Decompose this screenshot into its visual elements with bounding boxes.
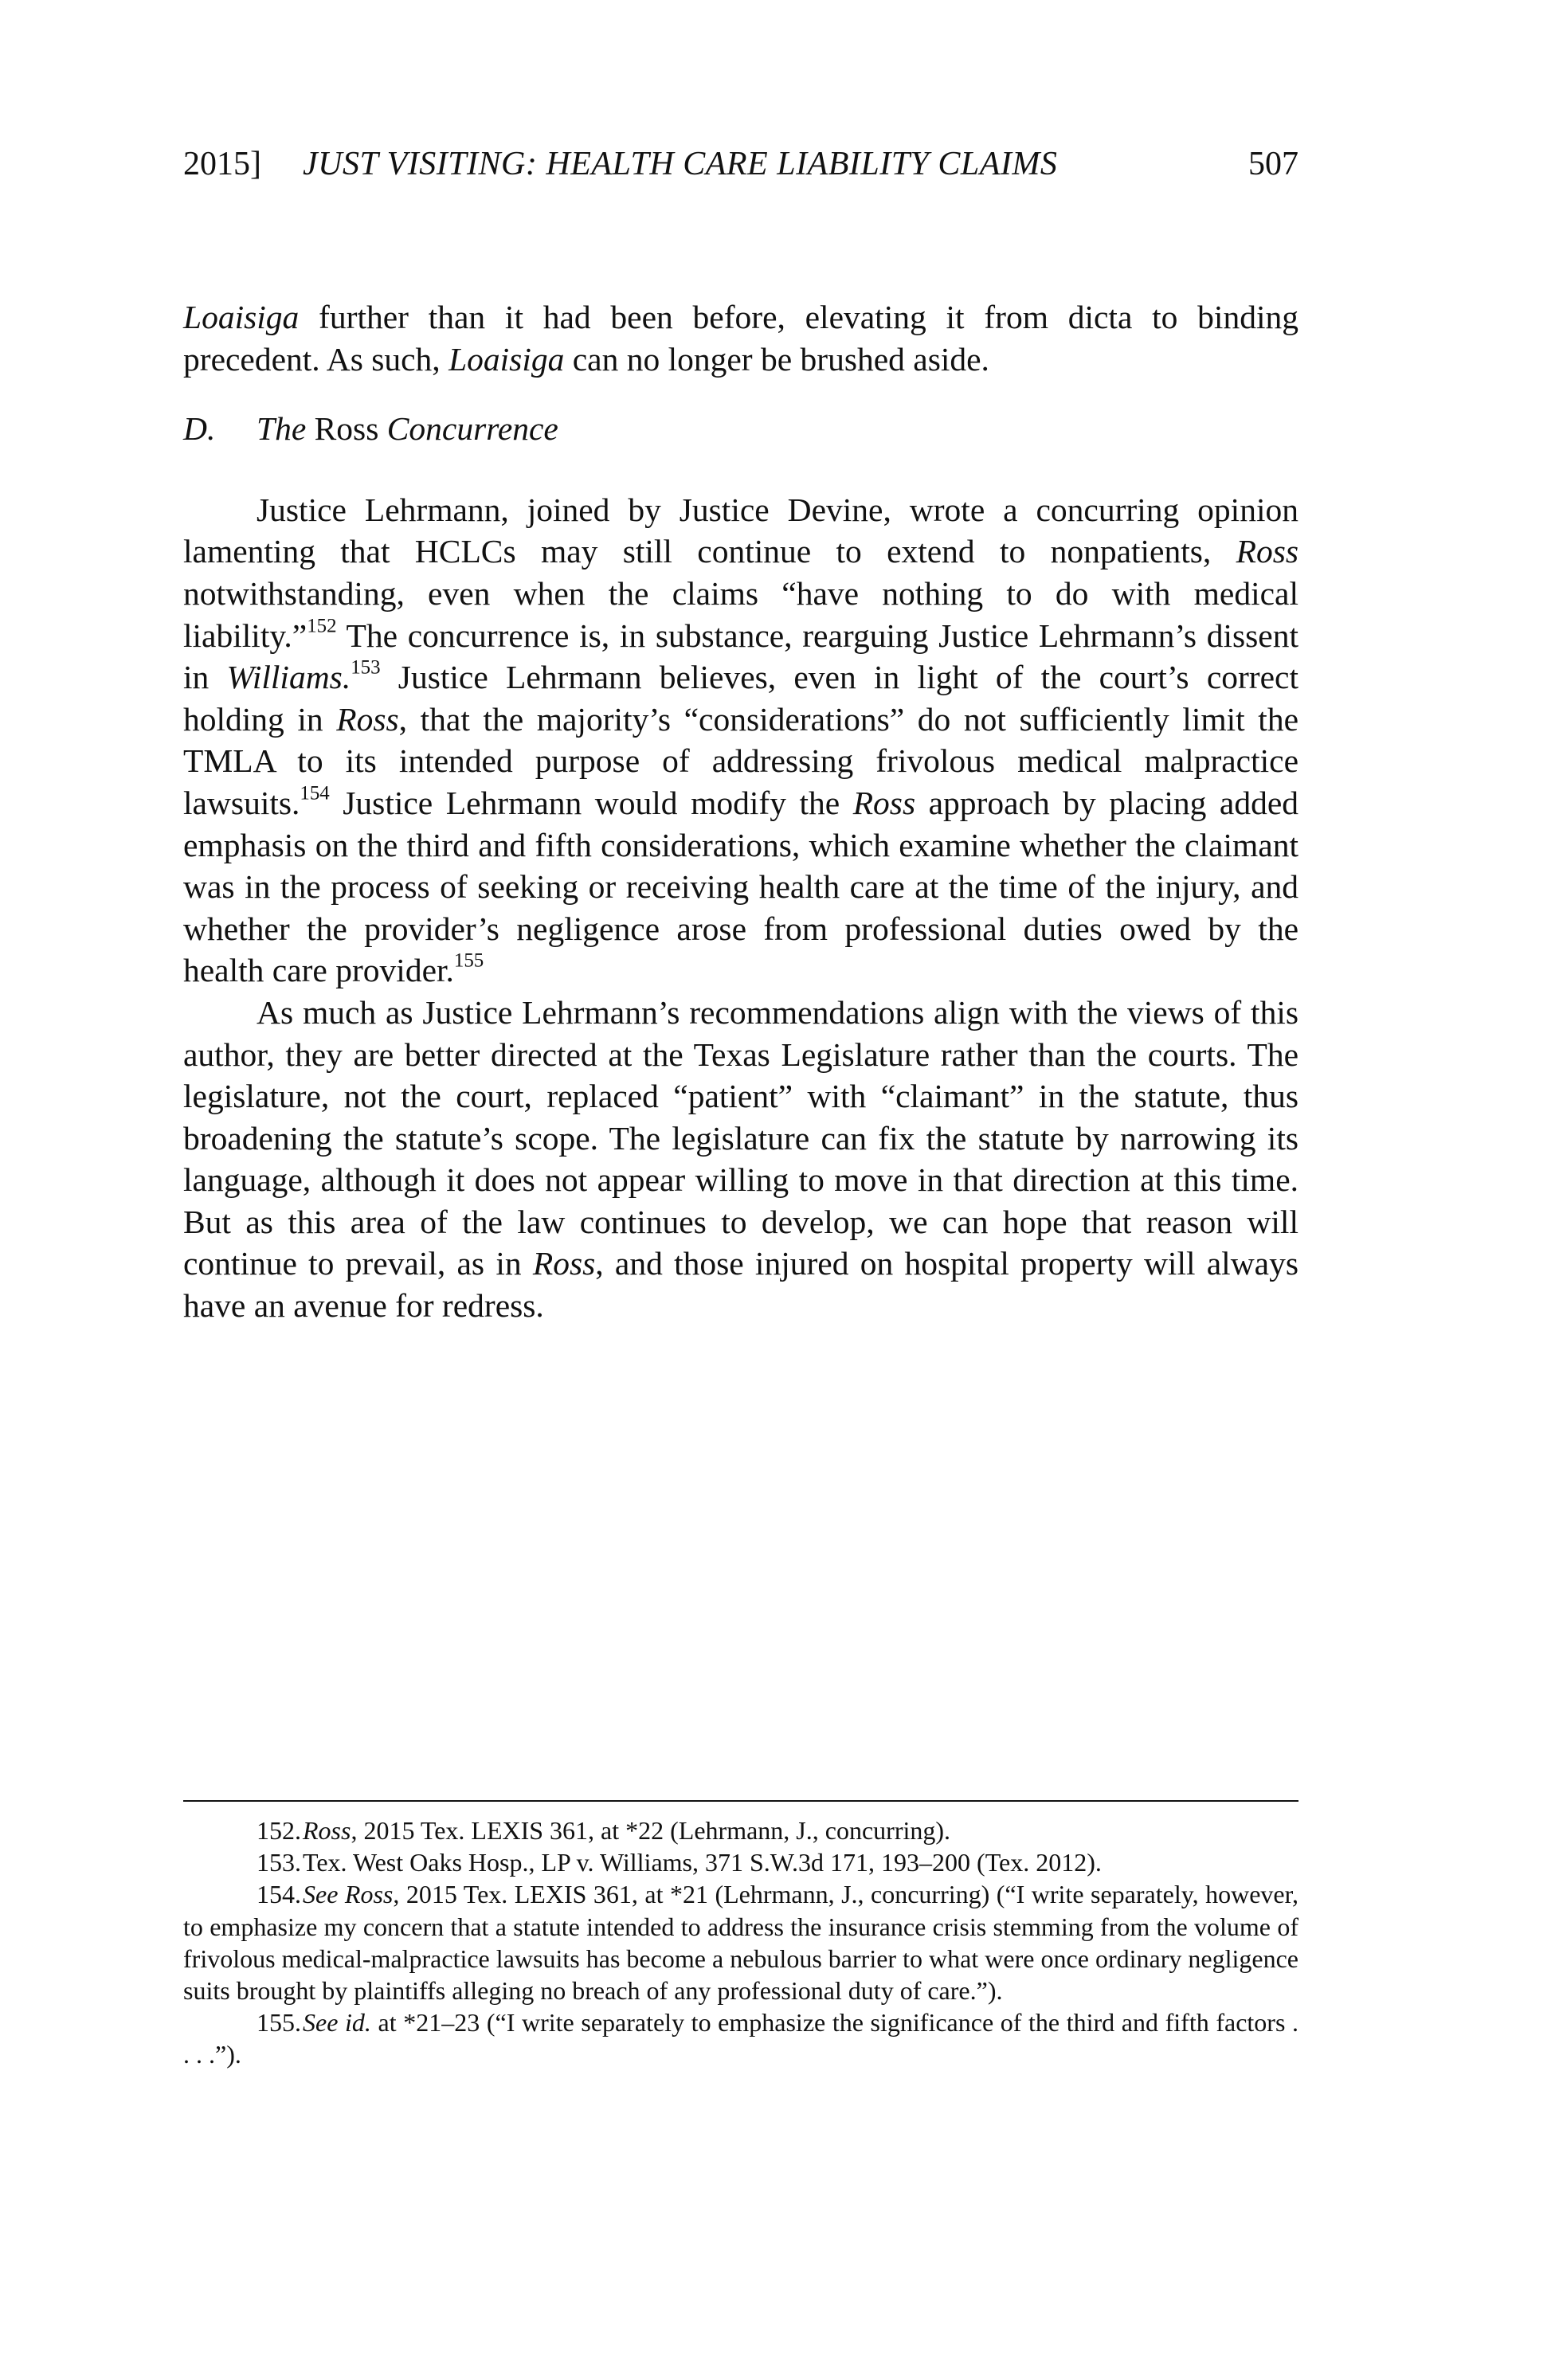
signal-citation: See Ross (303, 1880, 394, 1909)
paragraph-1 (183, 296, 1298, 380)
paragraph-text: notwithstanding, even when the claims “have nothing to do with medical liability.” (183, 574, 1298, 654)
paragraph-text: As much as Justice Lehrmann’s recommendations align with the views of this author, they are better directed at the Texas Legislature rather than the courts. The legislature, not the court, replaced “patient” with “claimant” in the statute, thus broadening the statute’s scope. The legislature can fix the statute by narrowing its language, although it does not appear willing to move in that direction at this time. But as this area of the law continues to develop, we can hope that reason will continue to prevail, as in (183, 993, 1298, 1282)
footnote-ref-152[interactable]: 152 (307, 614, 337, 636)
footnote-number: 154. (257, 1880, 301, 1909)
body-text (183, 296, 1298, 1327)
footnote-154 (183, 1878, 1298, 2006)
paragraph-2 (183, 489, 1298, 992)
footnote-text: Tex. West Oaks Hosp., LP v. Williams, 371 S.W.3d 171, 193–200 (Tex. 2012). (303, 1848, 1102, 1877)
section-letter: D. (183, 410, 216, 448)
footnote-text: at *21–23 (“I write separately to emphasize the significance of the third and fifth factors . . . .”). (183, 2008, 1299, 2069)
footnote-152 (183, 1814, 1298, 1846)
footnote-number: 155. (257, 2008, 301, 2037)
footnote-text: , 2015 Tex. LEXIS 361, at *22 (Lehrmann, J., concurring). (351, 1816, 951, 1845)
paragraph-text: Justice Lehrmann would modify the (329, 784, 853, 821)
paragraph-text: , and those injured on hospital property will always have an avenue for redress. (183, 1245, 1299, 1325)
header-title: JUST VISITING: HEALTH CARE LIABILITY CLAIMS (303, 146, 1058, 182)
case-name: Ross (1236, 533, 1298, 570)
heading-text: The (257, 410, 315, 448)
footnotes (183, 1814, 1298, 2071)
paragraph-text: further than it had been before, elevating it from dicta to binding precedent. As such, (183, 299, 1298, 378)
header-year: 2015] (183, 146, 261, 182)
paragraph-text: Justice Lehrmann believes, even in light of the court’s correct holding in (183, 659, 1299, 738)
footnote-divider (183, 1800, 1298, 1802)
footnote-number: 152. (257, 1816, 301, 1845)
footnote-ref-153[interactable]: 153 (351, 656, 381, 679)
case-name: Ross (852, 784, 916, 821)
paragraph-text: The concurrence is, in substance, rearguing Justice Lehrmann’s dissent in (183, 617, 1298, 696)
paragraph-text: , that the majority’s “considerations” do not sufficiently limit the TMLA to its intended purpose of addressing frivolous medical malpractice lawsuits. (183, 700, 1298, 821)
case-name: Loaisiga (448, 340, 565, 378)
case-name: Williams. (226, 659, 351, 696)
case-name: Loaisiga (183, 299, 300, 335)
footnote-number: 153. (257, 1848, 301, 1877)
footnote-ref-154[interactable]: 154 (300, 782, 330, 804)
heading-case-name: Ross (314, 410, 379, 448)
paragraph-text: approach by placing added emphasis on the third and fifth considerations, which examine whether the claimant was in the process of seeking or receiving health care at the time of the injury, and whether the provider’s negligence arose from professional duties owed by the health care provider. (183, 784, 1298, 989)
case-name: Ross (532, 1245, 596, 1282)
footnote-ref-155[interactable]: 155 (453, 949, 484, 972)
footnote-text: , 2015 Tex. LEXIS 361, at *21 (Lehrmann, J., concurring) (“I write separately, however, to emphasize my concern that a statute intended to address the insurance crisis stemming from the volume of frivolous medical-malpractice lawsuits has become a nebulous barrier to what were once ordinary negligence suits brought by plaintiffs alleging no breach of any professional duty of care.”). (183, 1880, 1299, 2006)
case-name: Ross (303, 1816, 351, 1845)
heading-text: Concurrence (378, 410, 558, 448)
signal-citation: See id. (303, 2008, 371, 2037)
running-head (183, 140, 1298, 188)
footnote-155 (183, 2006, 1298, 2070)
case-name: Ross (336, 700, 399, 738)
paragraph-text: can no longer be brushed aside. (564, 340, 989, 378)
page-number: 507 (1248, 146, 1298, 182)
page (183, 0, 1298, 2380)
paragraph-text: Justice Lehrmann, joined by Justice Devine, wrote a concurring opinion lamenting that HCLCs may still continue to extend to nonpatients, (183, 491, 1298, 570)
paragraph-3 (183, 992, 1298, 1327)
section-heading (183, 408, 1298, 450)
footnote-153 (183, 1846, 1298, 1878)
